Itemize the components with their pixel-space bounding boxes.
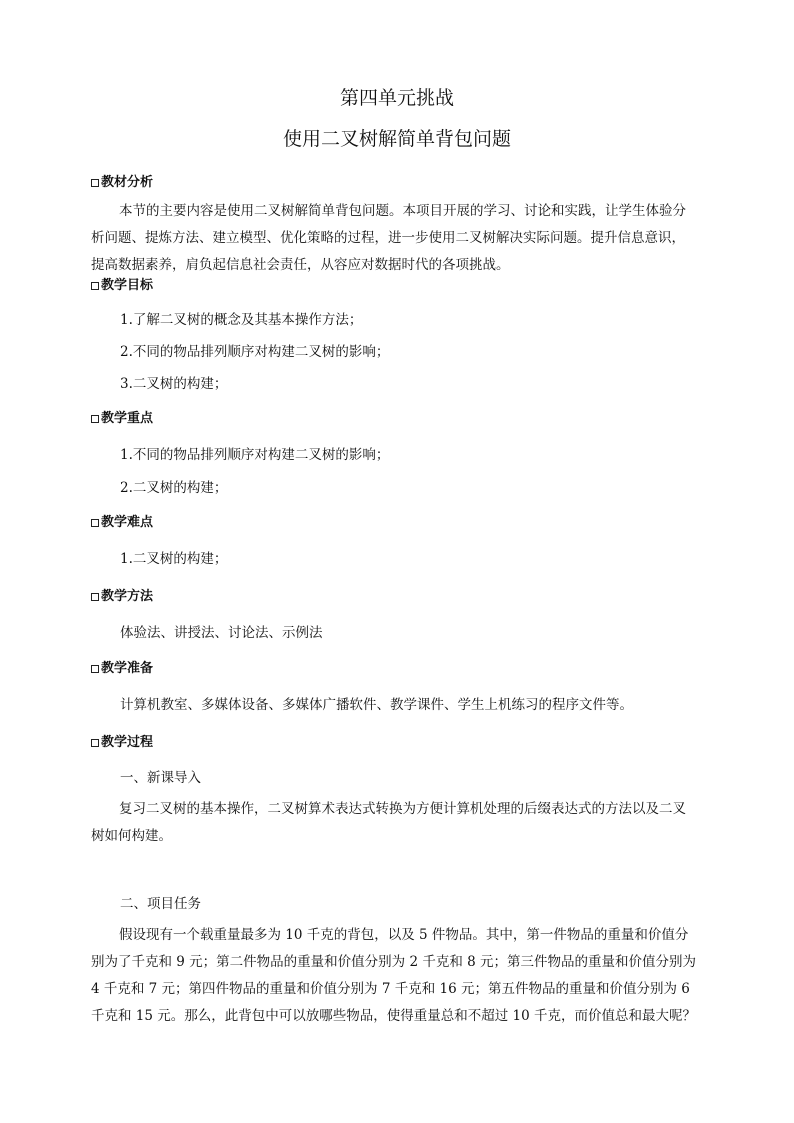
key-point-item: 2.二叉树的构建； <box>120 480 228 496</box>
section-heading-goals <box>91 277 153 295</box>
heading-label: 教学过程 <box>101 735 154 750</box>
paragraph-line: 别为了千克和 9 元；第二件物品的重量和价值分别为 2 千克和 8 元；第三件物品的重量和价值分别为 <box>91 954 697 970</box>
preparation-text: 计算机教室、多媒体设备、多媒体广播软件、教学课件、学生上机练习的程序文件等。 <box>120 697 633 713</box>
process-part1-title: 一、新课导入 <box>120 770 201 786</box>
paragraph-line: 树如何构建。 <box>91 828 172 844</box>
section-heading-preparation <box>91 660 153 678</box>
checkbox-square-icon <box>91 519 99 527</box>
paragraph-line: 千克和 15 元。那么，此背包中可以放哪些物品，使得重量总和不超过 10 千克，而价值总和最大呢？ <box>91 1008 697 1024</box>
section-heading-key-points <box>91 410 153 428</box>
heading-label: 教学目标 <box>101 278 154 293</box>
heading-label: 教学难点 <box>101 515 154 530</box>
paragraph-line: 提高数据素养，肩负起信息社会责任，从容应对数据时代的各项挑战。 <box>91 257 510 273</box>
key-point-item: 1.不同的物品排列顺序对构建二叉树的影响； <box>120 447 390 463</box>
checkbox-square-icon <box>91 665 99 673</box>
difficulty-item: 1.二叉树的构建； <box>120 551 228 567</box>
goal-item: 1.了解二叉树的概念及其基本操作方法； <box>120 312 363 328</box>
section-heading-difficulties <box>91 514 153 532</box>
checkbox-square-icon <box>91 179 99 187</box>
paragraph-line: 复习二叉树的基本操作，二叉树算术表达式转换为方便计算机处理的后缀表达式的方法以及二叉 <box>119 801 686 817</box>
goal-item: 2.不同的物品排列顺序对构建二叉树的影响； <box>120 344 390 360</box>
section-heading-analysis <box>91 174 153 192</box>
page-title: 第四单元挑战 <box>339 87 454 109</box>
methods-text: 体验法、讲授法、讨论法、示例法 <box>120 625 323 641</box>
heading-label: 教学方法 <box>101 589 154 604</box>
paragraph-line: 假设现有一个载重量最多为 10 千克的背包，以及 5 件物品。其中，第一件物品的重量和价值分 <box>119 927 689 943</box>
section-heading-process <box>91 734 153 752</box>
goal-item: 3.二叉树的构建； <box>120 376 228 392</box>
section-heading-methods <box>91 588 153 606</box>
process-part2-paragraph <box>91 922 709 1030</box>
analysis-paragraph <box>91 198 709 279</box>
heading-label: 教学重点 <box>101 411 154 426</box>
heading-label: 教学准备 <box>101 661 154 676</box>
page-subtitle: 使用二叉树解简单背包问题 <box>282 128 511 150</box>
heading-label: 教材分析 <box>101 175 154 190</box>
process-part2-title: 二、项目任务 <box>120 896 201 912</box>
paragraph-line: 4 千克和 7 元；第四件物品的重量和价值分别为 7 千克和 16 元；第五件物品的重量和价值分别为 6 <box>91 981 690 997</box>
process-part1-paragraph <box>91 796 709 850</box>
checkbox-square-icon <box>91 739 99 747</box>
checkbox-square-icon <box>91 593 99 601</box>
checkbox-square-icon <box>91 415 99 423</box>
paragraph-line: 本节的主要内容是使用二叉树解简单背包问题。本项目开展的学习、讨论和实践，让学生体验分 <box>119 203 686 219</box>
checkbox-square-icon <box>91 282 99 290</box>
paragraph-line: 析问题、提炼方法、建立模型、优化策略的过程，进一步使用二叉树解决实际问题。提升信息意识， <box>91 230 685 246</box>
